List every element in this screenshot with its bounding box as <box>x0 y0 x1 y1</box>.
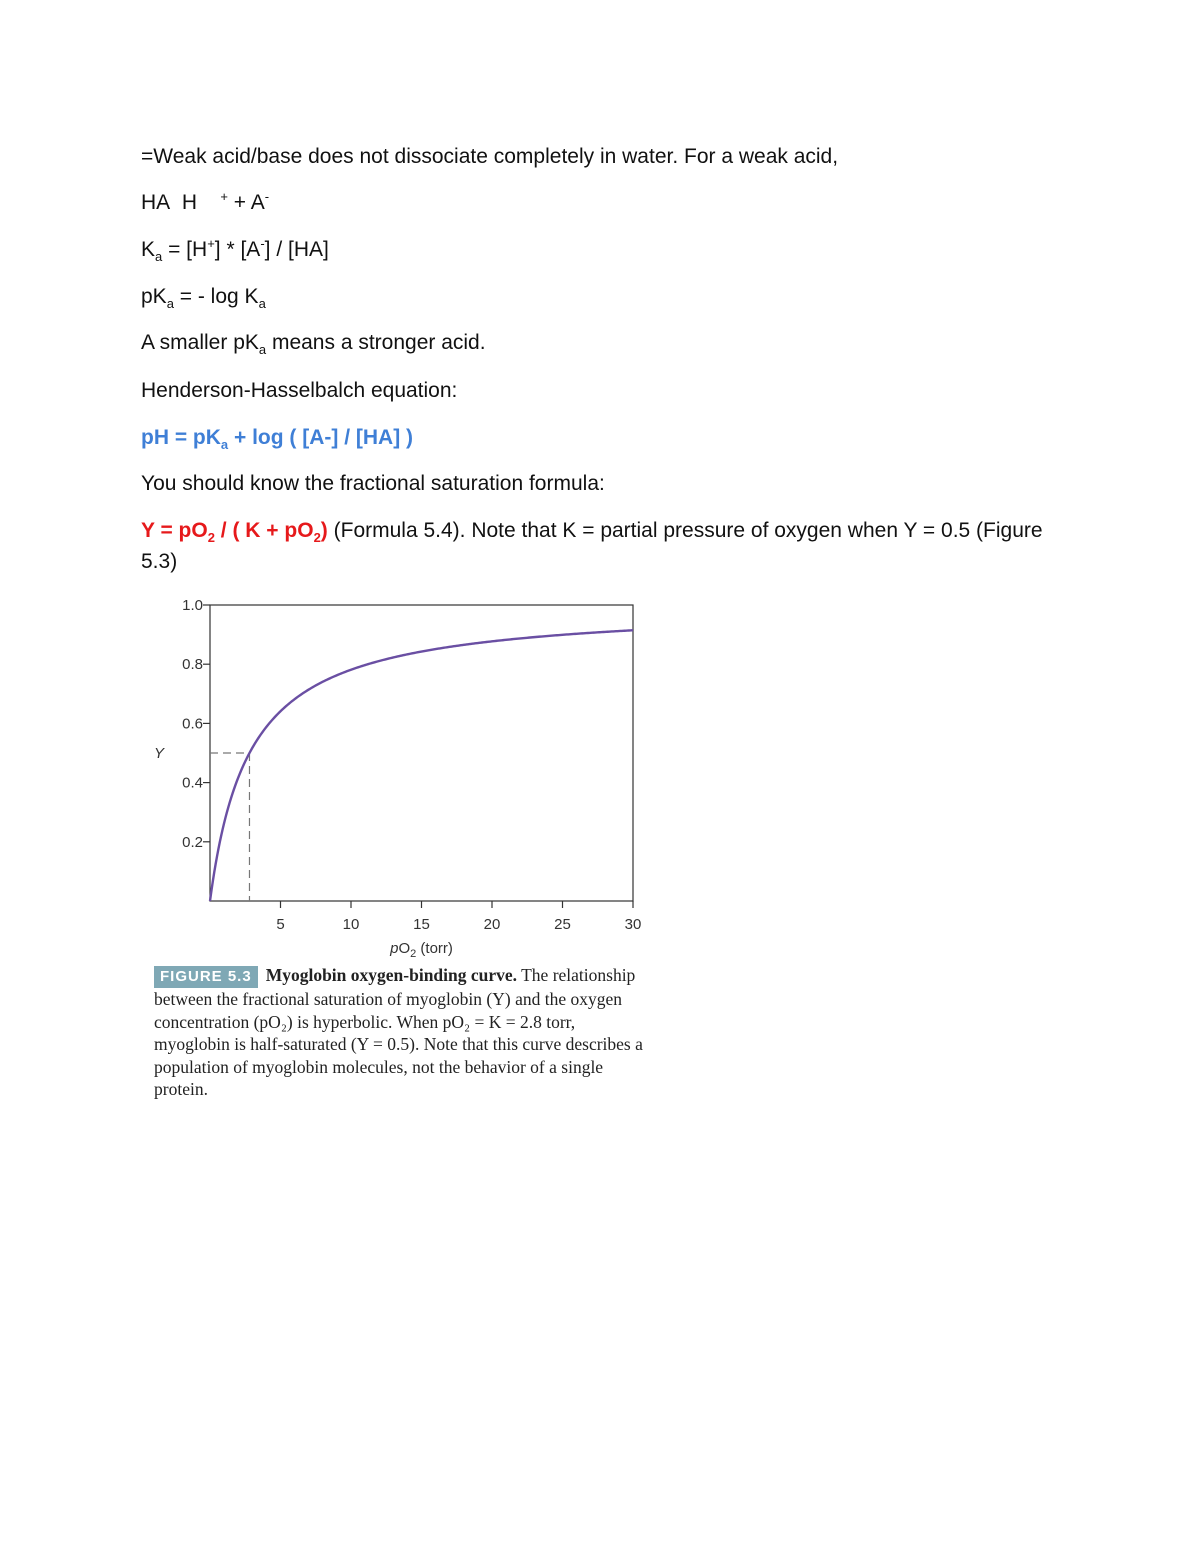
log-ratio-text: + log ( [A-] / [HA] ) <box>228 426 414 449</box>
x-tick-label: 25 <box>554 916 571 933</box>
a-sub: a <box>155 249 163 265</box>
y-axis-label: Y <box>154 745 165 762</box>
henderson-heading: Henderson-Hasselbalch equation: <box>141 379 458 402</box>
formula-y-text: Y = pO <box>141 519 208 542</box>
stronger-acid-text: means a stronger acid. <box>266 331 486 354</box>
x-tick-label: 10 <box>342 916 360 933</box>
caption-body: The relationship between the fractional saturation of myoglobin (Y) and the oxygen concentration (pO₂) is hyperbolic. When pO₂ = K = 2.8 torr, myoglobin is half-saturated (Y = 0.5). Note that this curve describes a population of myoglobin molecules, not the behavior of a single protein. <box>154 965 643 1099</box>
minus-sup: - <box>260 236 265 251</box>
figure-tag: FIGURE 5.3 <box>154 966 258 988</box>
ha-text: HA <box>141 191 171 214</box>
y-tick-label: 1.0 <box>182 597 203 614</box>
x-axis-label: $pO_2$ (torr) <box>390 940 453 960</box>
saturation-curve <box>210 630 633 901</box>
mid-text: ] * [A <box>214 238 261 261</box>
y-tick-label: 0.8 <box>182 656 203 674</box>
sub-2a: 2 <box>207 530 215 546</box>
x-tick-label: 5 <box>276 916 285 933</box>
saturation-formula <box>141 515 1071 577</box>
saturation-heading: You should know the fractional saturation formula: <box>141 472 605 495</box>
henderson-equation <box>141 426 414 453</box>
y-tick-label: 0.4 <box>182 774 203 792</box>
a-sub-2: a <box>258 296 266 312</box>
a-sub: a <box>258 342 267 358</box>
h-text: H <box>181 191 198 214</box>
formula-mid-text: / ( K + pO <box>214 519 314 542</box>
end-text: ] / [HA] <box>264 238 329 261</box>
ph-text: pH = pK <box>141 426 221 449</box>
smaller-pka-line <box>141 331 486 358</box>
sub-2b: 2 <box>313 530 321 546</box>
dissociation-equation <box>141 191 269 215</box>
pka-equation <box>141 285 266 312</box>
myoglobin-figure <box>150 592 660 967</box>
figure-caption <box>154 964 644 1101</box>
smaller-pk-text: A smaller pK <box>141 331 259 354</box>
log-text: = - log K <box>173 285 259 308</box>
plus-sup: + <box>220 189 228 204</box>
caption-title: Myoglobin oxygen-binding curve. <box>265 965 518 985</box>
pk-text: pK <box>141 285 167 308</box>
x-tick-label: 20 <box>483 916 501 933</box>
a-sub: a <box>166 296 174 312</box>
plus-a-text: + A <box>227 191 265 214</box>
formula-note-text: (Formula 5.4). Note that K = partial pressure of oxygen when Y = 0.5 (Figure 5.3) <box>141 519 1043 573</box>
x-tick-label: 15 <box>413 916 430 933</box>
y-tick-label: 0.2 <box>182 833 203 851</box>
eq-h-text: = [H <box>162 238 208 261</box>
y-tick-label: 0.6 <box>182 715 203 733</box>
plot-frame <box>210 605 633 901</box>
k-text: K <box>141 238 156 261</box>
x-tick-label: 30 <box>624 916 642 933</box>
intro-line: =Weak acid/base does not dissociate completely in water. For a weak acid, <box>141 145 839 168</box>
formula-end-text: ) <box>320 519 328 542</box>
a-sub: a <box>220 437 229 453</box>
plus-sup: + <box>207 236 215 251</box>
minus-sup: - <box>264 189 270 204</box>
binding-curve-chart <box>150 592 660 962</box>
ka-equation <box>141 236 329 265</box>
